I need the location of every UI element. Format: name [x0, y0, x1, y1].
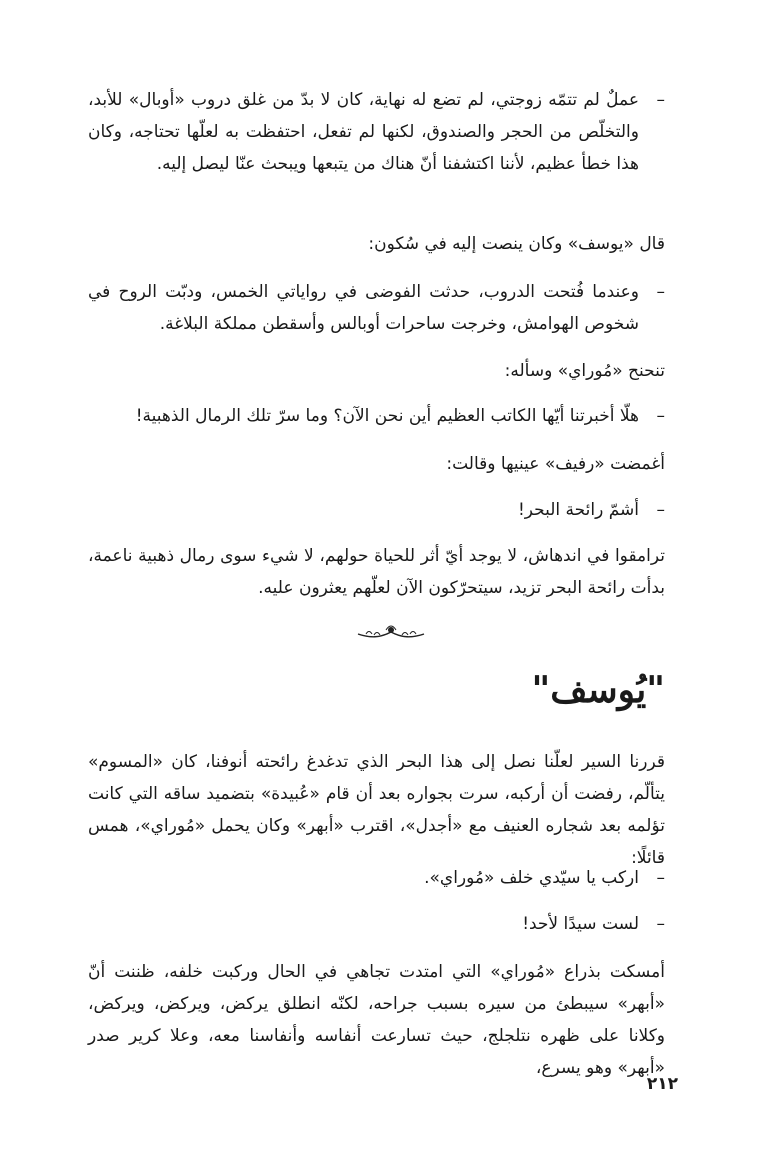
chapter-title: "يُوسف" [531, 669, 665, 711]
paragraph-dialogue [88, 494, 665, 526]
narration-line: تنحنح «مُوراي» وسأله: [504, 361, 665, 381]
floral-divider-icon [356, 622, 426, 642]
paragraph [88, 540, 665, 604]
paragraph [88, 956, 665, 1084]
dialogue-line: – هلّا أخبرتنا أيّها الكاتب العظيم أين نحن الآن؟ وما سرّ تلك الرمال الذهبية! [88, 400, 665, 432]
paragraph [88, 355, 665, 387]
paragraph [88, 228, 665, 260]
narration-line: قال «يوسف» وكان ينصت إليه في سُكون: [368, 234, 665, 254]
dialogue-line: – اركب يا سيّدي خلف «مُوراي». [88, 862, 665, 894]
paragraph-dialogue [88, 862, 665, 894]
narration-line: قررنا السير لعلّنا نصل إلى هذا البحر الذي تدغدغ رائحته أنوفنا، كان «المسوم» يتألّم، رفضت أن أركبه، سرت بجواره بعد أن قام «عُبيدة» بتضميد ساقه التي كانت تؤلمه بعد شجاره العنيف مع «أجدل»، اقترب «أبهر» وكان يحمل «مُوراي»، همس قائلًا: [88, 752, 665, 868]
paragraph-dialogue [88, 908, 665, 940]
page-number: ٢١٢ [646, 1074, 678, 1094]
paragraph [88, 448, 665, 480]
narration-line: أمسكت بذراع «مُوراي» التي امتدت تجاهي في الحال وركبت خلفه، ظننت أنّ «أبهر» سيبطئ من سيره بسبب جراحه، لكنّه انطلق يركض، ويركض، ويركض، وكلانا على ظهره نتلجلج، حيث تسارعت أنفاسه وأنفاسنا معه، وعلا كرير صدر «أبهر» وهو يسرع، [88, 962, 665, 1078]
paragraph-dialogue [88, 276, 665, 340]
paragraph [88, 746, 665, 874]
paragraph-dialogue [88, 84, 665, 180]
narration-line: ترامقوا في اندهاش، لا يوجد أيّ أثر للحياة حولهم، لا شيء سوى رمال ذهبية ناعمة، بدأت رائحة البحر تزيد، سيتحرّكون الآن لعلّهم يعثرون عليه. [88, 546, 665, 598]
dialogue-line: – وعندما فُتحت الدروب، حدثت الفوضى في رواياتي الخمس، ودبّت الروح في شخوص الهوامش، وخرجت ساحرات أوبالس وأسقطن مملكة البلاغة. [88, 276, 665, 340]
dialogue-line: – عملٌ لم تتمّه زوجتي، لم تضع له نهاية، كان لا بدّ من غلق دروب «أوبال» للأبد، والتخلّص من الحجر والصندوق، لكنها لم تفعل، احتفظت به لعلّها تحتاجه، وكان هذا خطأ عظيم، لأننا اكتشفنا أنّ هناك من يتبعها ويبحث عنّا ليصل إليه. [88, 84, 665, 180]
dialogue-line: – لست سيدًا لأحد! [88, 908, 665, 940]
dialogue-line: – أشمّ رائحة البحر! [88, 494, 665, 526]
paragraph-dialogue [88, 400, 665, 432]
narration-line: أغمضت «رفيف» عينيها وقالت: [446, 454, 665, 474]
